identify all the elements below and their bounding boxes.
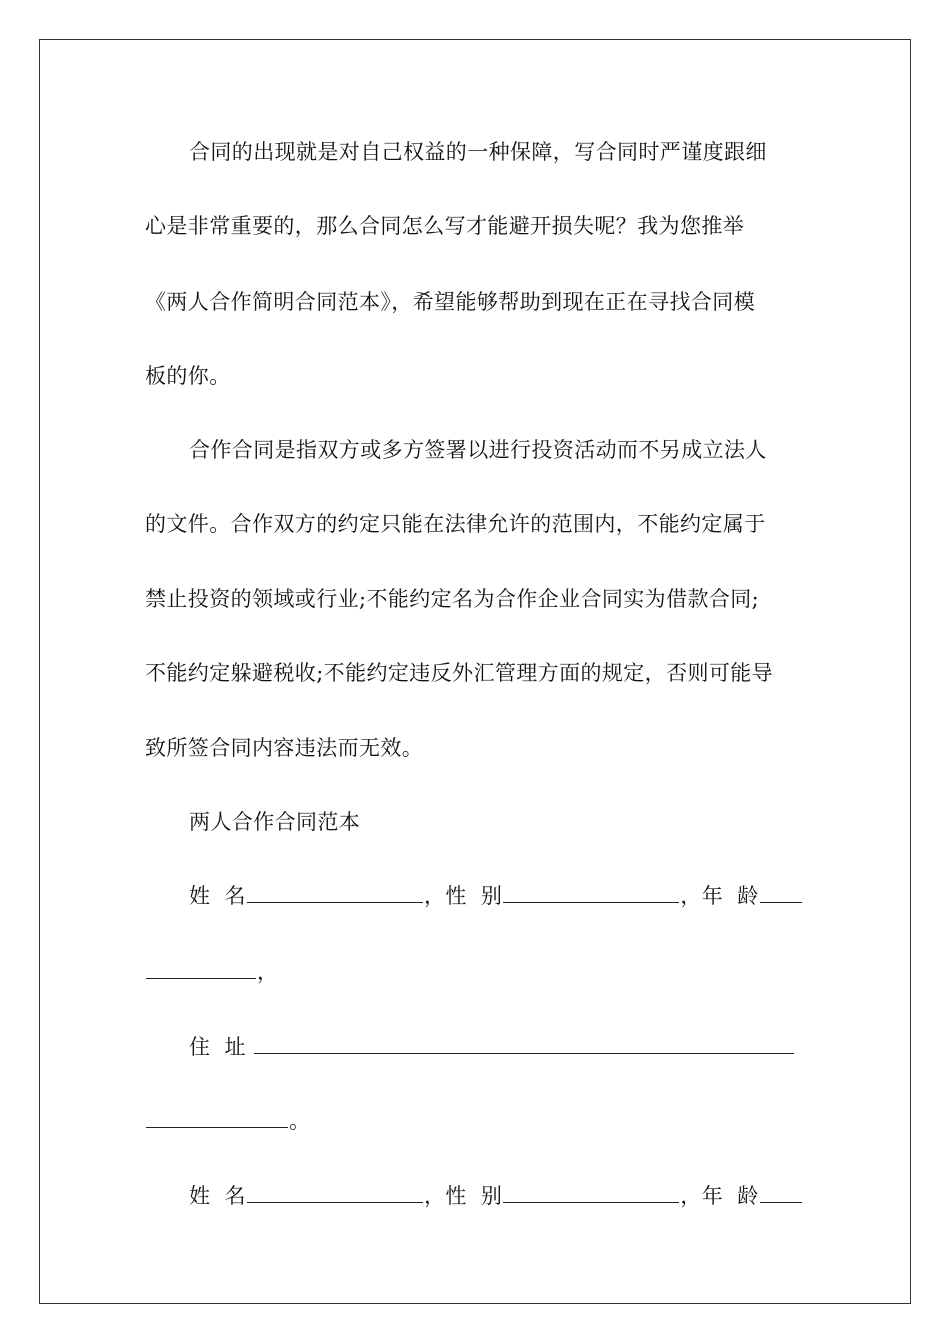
name-label: 姓 名 (189, 884, 246, 908)
gender-blank[interactable] (503, 1184, 679, 1203)
paragraph-2-line-4: 不能约定躲避税收;不能约定违反外汇管理方面的规定，否则可能导 (145, 661, 774, 685)
paragraph-1-line-4: 板的你。 (145, 364, 231, 388)
paragraph-1-line-1: 合同的出现就是对自己权益的一种保障，写合同时严谨度跟细 (189, 140, 767, 164)
paragraph-1-line-2: 心是非常重要的，那么合同怎么写才能避开损失呢？我为您推举 (145, 214, 745, 238)
party-1-age-continuation (145, 960, 278, 984)
period: 。 (289, 1109, 311, 1133)
gender-blank[interactable] (503, 884, 679, 903)
name-blank[interactable] (247, 1184, 423, 1203)
paragraph-1-line-3: 《两人合作简明合同范本》，希望能够帮助到现在正在寻找合同模 (145, 290, 756, 314)
paragraph-2-line-2: 的文件。合作双方的约定只能在法律允许的范围内，不能约定属于 (145, 512, 766, 536)
paragraph-2-line-5: 致所签合同内容违法而无效。 (145, 736, 424, 760)
contract-title: 两人合作合同范本 (189, 810, 361, 834)
paragraph-2-line-3: 禁止投资的领域或行业;不能约定名为合作企业合同实为借款合同; (145, 587, 760, 611)
party-1-info-row (189, 884, 803, 908)
comma: ， (257, 960, 279, 984)
age-blank[interactable] (760, 1184, 802, 1203)
party-2-info-row (189, 1184, 803, 1208)
gender-label: ，性 别 (423, 1184, 503, 1208)
name-blank[interactable] (247, 884, 423, 903)
address-blank-continued[interactable] (146, 1109, 288, 1128)
party-1-address-row (189, 1035, 795, 1059)
paragraph-2-line-1: 合作合同是指双方或多方签署以进行投资活动而不另成立法人 (189, 438, 767, 462)
gender-label: ，性 别 (423, 884, 503, 908)
name-label: 姓 名 (189, 1184, 246, 1208)
address-blank[interactable] (254, 1035, 794, 1054)
party-1-address-continuation (145, 1109, 310, 1133)
age-label: ，年 龄 (680, 1184, 759, 1208)
address-label: 住 址 (189, 1035, 246, 1059)
age-blank[interactable] (760, 884, 802, 903)
age-label: ，年 龄 (680, 884, 759, 908)
age-blank-continued[interactable] (146, 960, 256, 979)
